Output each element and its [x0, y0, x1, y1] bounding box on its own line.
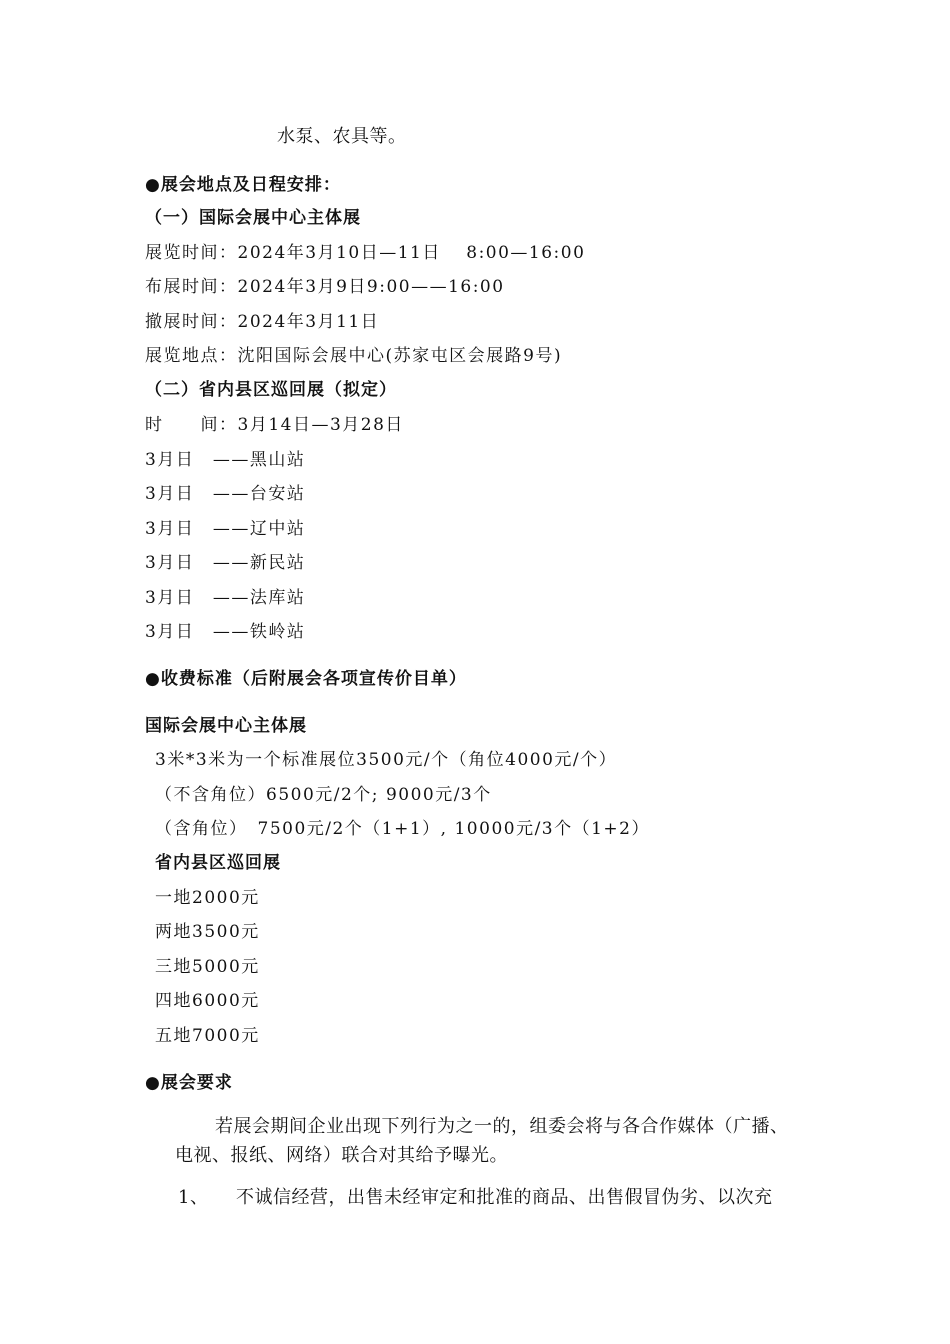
- fee-line: （不含角位）6500元/2个; 9000元/3个: [155, 785, 492, 805]
- main-show-title: （一）国际会展中心主体展: [145, 208, 361, 228]
- schedule-heading: ●展会地点及日程安排：: [145, 175, 341, 195]
- tour-stop: 3月日 ——铁岭站: [145, 622, 306, 642]
- teardown-time: 撤展时间：2024年3月11日: [145, 312, 380, 332]
- tour-fee: 五地7000元: [155, 1026, 260, 1046]
- requirements-intro-line1: 若展会期间企业出现下列行为之一的，组委会将与各合作媒体（广播、: [215, 1116, 789, 1137]
- item-number: 1、: [178, 1187, 209, 1208]
- tour-stop: 3月日 ——辽中站: [145, 519, 306, 539]
- fees-tour-title: 省内县区巡回展: [155, 853, 281, 873]
- item-text: 不诚信经营，出售未经审定和批准的商品、出售假冒伪劣、以次充: [236, 1187, 773, 1208]
- tour-fee: 四地6000元: [155, 991, 260, 1011]
- tour-stop: 3月日 ——新民站: [145, 553, 306, 573]
- tour-stop: 3月日 ——黑山站: [145, 450, 306, 470]
- tour-show-title: （二）省内县区巡回展（拟定）: [145, 380, 397, 400]
- tour-fee: 三地5000元: [155, 957, 260, 977]
- continuation-line: 水泵、农具等。: [277, 126, 407, 147]
- requirements-heading: ●展会要求: [145, 1073, 233, 1093]
- fee-line: 3米*3米为一个标准展位3500元/个（角位4000元/个）: [155, 750, 618, 770]
- requirements-intro-line2: 电视、报纸、网络）联合对其给予曝光。: [175, 1145, 508, 1166]
- tour-fee: 一地2000元: [155, 888, 260, 908]
- fee-line: （含角位） 7500元/2个（1+1）, 10000元/3个（1+2）: [155, 819, 650, 839]
- exhibition-time: 展览时间：2024年3月10日—11日 8:00—16:00: [145, 243, 586, 263]
- fees-main-title: 国际会展中心主体展: [145, 716, 307, 736]
- tour-fee: 两地3500元: [155, 922, 260, 942]
- tour-stop: 3月日 ——台安站: [145, 484, 306, 504]
- venue: 展览地点：沈阳国际会展中心(苏家屯区会展路9号): [145, 346, 563, 366]
- tour-time: 时 间：3月14日—3月28日: [145, 415, 404, 435]
- setup-time: 布展时间：2024年3月9日9:00——16:00: [145, 277, 505, 297]
- tour-stop: 3月日 ——法库站: [145, 588, 306, 608]
- fees-heading: ●收费标准（后附展会各项宣传价目单）: [145, 669, 467, 689]
